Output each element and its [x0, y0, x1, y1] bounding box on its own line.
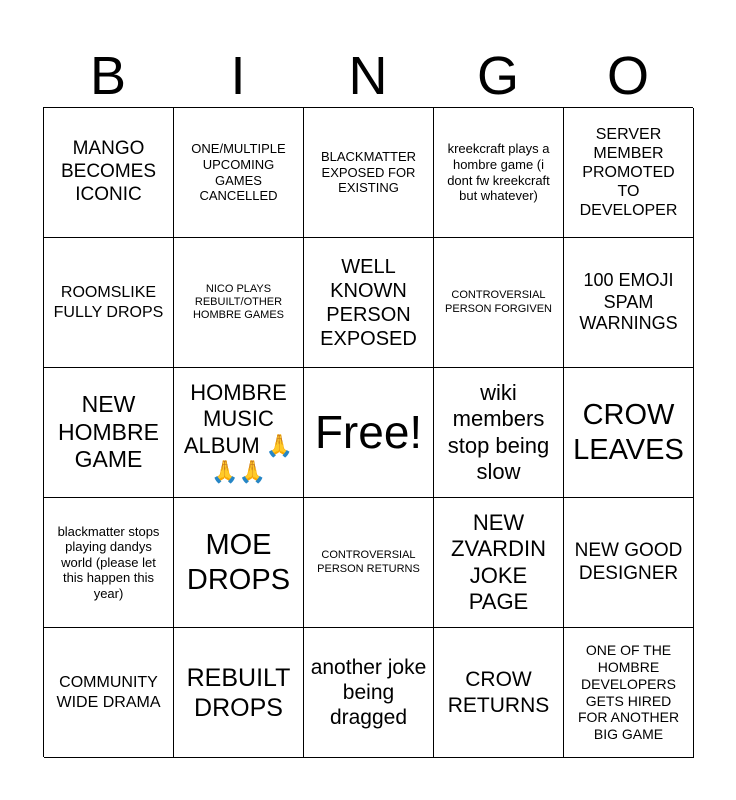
cell-text: BLACKMATTER EXPOSED FOR EXISTING [320, 149, 417, 196]
bingo-cell-r2c4[interactable] [434, 238, 564, 368]
cell-text: REBUILT DROPS [186, 663, 291, 722]
bingo-cell-r4c2[interactable] [174, 498, 304, 628]
bingo-cell-r2c1[interactable] [44, 238, 174, 368]
free-space-text: Free! [314, 405, 423, 458]
bingo-cell-r5c4[interactable] [434, 628, 564, 758]
header-letter-o: O [606, 46, 649, 106]
cell-text: kreekcraft plays a hombre game (i dont fw kreekcraft but whatever) [447, 141, 550, 204]
cell-text: MANGO BECOMES ICONIC [60, 138, 157, 205]
cell-text: WELL KNOWN PERSON EXPOSED [320, 255, 417, 350]
bingo-cell-r5c1[interactable] [44, 628, 174, 758]
bingo-cell-r1c1[interactable] [44, 108, 174, 238]
cell-text: NEW GOOD DESIGNER [574, 539, 683, 584]
cell-text: 100 EMOJI SPAM WARNINGS [579, 270, 678, 334]
bingo-cell-r1c3[interactable] [304, 108, 434, 238]
bingo-cell-r1c4[interactable] [434, 108, 564, 238]
bingo-cell-r2c3[interactable] [304, 238, 434, 368]
cell-text: another joke being dragged [310, 655, 427, 730]
cell-text: wiki members stop being slow [447, 379, 550, 484]
bingo-cell-r3c1[interactable] [44, 368, 174, 498]
cell-text: blackmatter stops playing dandys world (please let this happen this year) [57, 523, 160, 601]
bingo-cell-r4c3[interactable] [304, 498, 434, 628]
bingo-cell-r2c5[interactable] [564, 238, 694, 368]
bingo-cell-free[interactable] [304, 368, 434, 498]
cell-text: NEW HOMBRE GAME [58, 391, 159, 473]
bingo-cell-r1c5[interactable] [564, 108, 694, 238]
cell-text: SERVER MEMBER PROMOTED TO DEVELOPER [579, 125, 678, 220]
cell-text: CROW RETURNS [447, 668, 550, 717]
bingo-cell-r4c1[interactable] [44, 498, 174, 628]
header-letter-i: I [230, 46, 246, 106]
bingo-cell-r3c4[interactable] [434, 368, 564, 498]
cell-text: CROW LEAVES [573, 398, 684, 466]
cell-text: HOMBRE MUSIC ALBUM 🙏🙏🙏 [183, 379, 294, 484]
cell-text: COMMUNITY WIDE DRAMA [56, 674, 161, 711]
bingo-header [43, 48, 693, 104]
bingo-cell-r3c2[interactable] [174, 368, 304, 498]
bingo-cell-r2c2[interactable] [174, 238, 304, 368]
bingo-cell-r5c5[interactable] [564, 628, 694, 758]
header-letter-g: G [476, 46, 519, 106]
cell-text: CONTROVERSIAL PERSON RETURNS [317, 549, 420, 575]
bingo-cell-r1c2[interactable] [174, 108, 304, 238]
header-letter-n: N [348, 46, 388, 106]
bingo-cell-r3c5[interactable] [564, 368, 694, 498]
bingo-board [43, 107, 693, 757]
bingo-cell-r5c3[interactable] [304, 628, 434, 758]
cell-text: CONTROVERSIAL PERSON FORGIVEN [445, 289, 552, 315]
cell-text: MOE DROPS [186, 528, 291, 596]
cell-text: NEW ZVARDIN JOKE PAGE [451, 509, 546, 614]
cell-text: ONE/MULTIPLE UPCOMING GAMES CANCELLED [191, 141, 286, 204]
bingo-cell-r4c4[interactable] [434, 498, 564, 628]
cell-text: NICO PLAYS REBUILT/OTHER HOMBRE GAMES [192, 282, 285, 322]
cell-text: ROOMSLIKE FULLY DROPS [53, 284, 164, 321]
cell-text: ONE OF THE HOMBRE DEVELOPERS GETS HIRED FOR ANOTHER BIG GAME [577, 642, 680, 743]
bingo-cell-r4c5[interactable] [564, 498, 694, 628]
bingo-cell-r5c2[interactable] [174, 628, 304, 758]
header-letter-b: B [89, 46, 127, 106]
